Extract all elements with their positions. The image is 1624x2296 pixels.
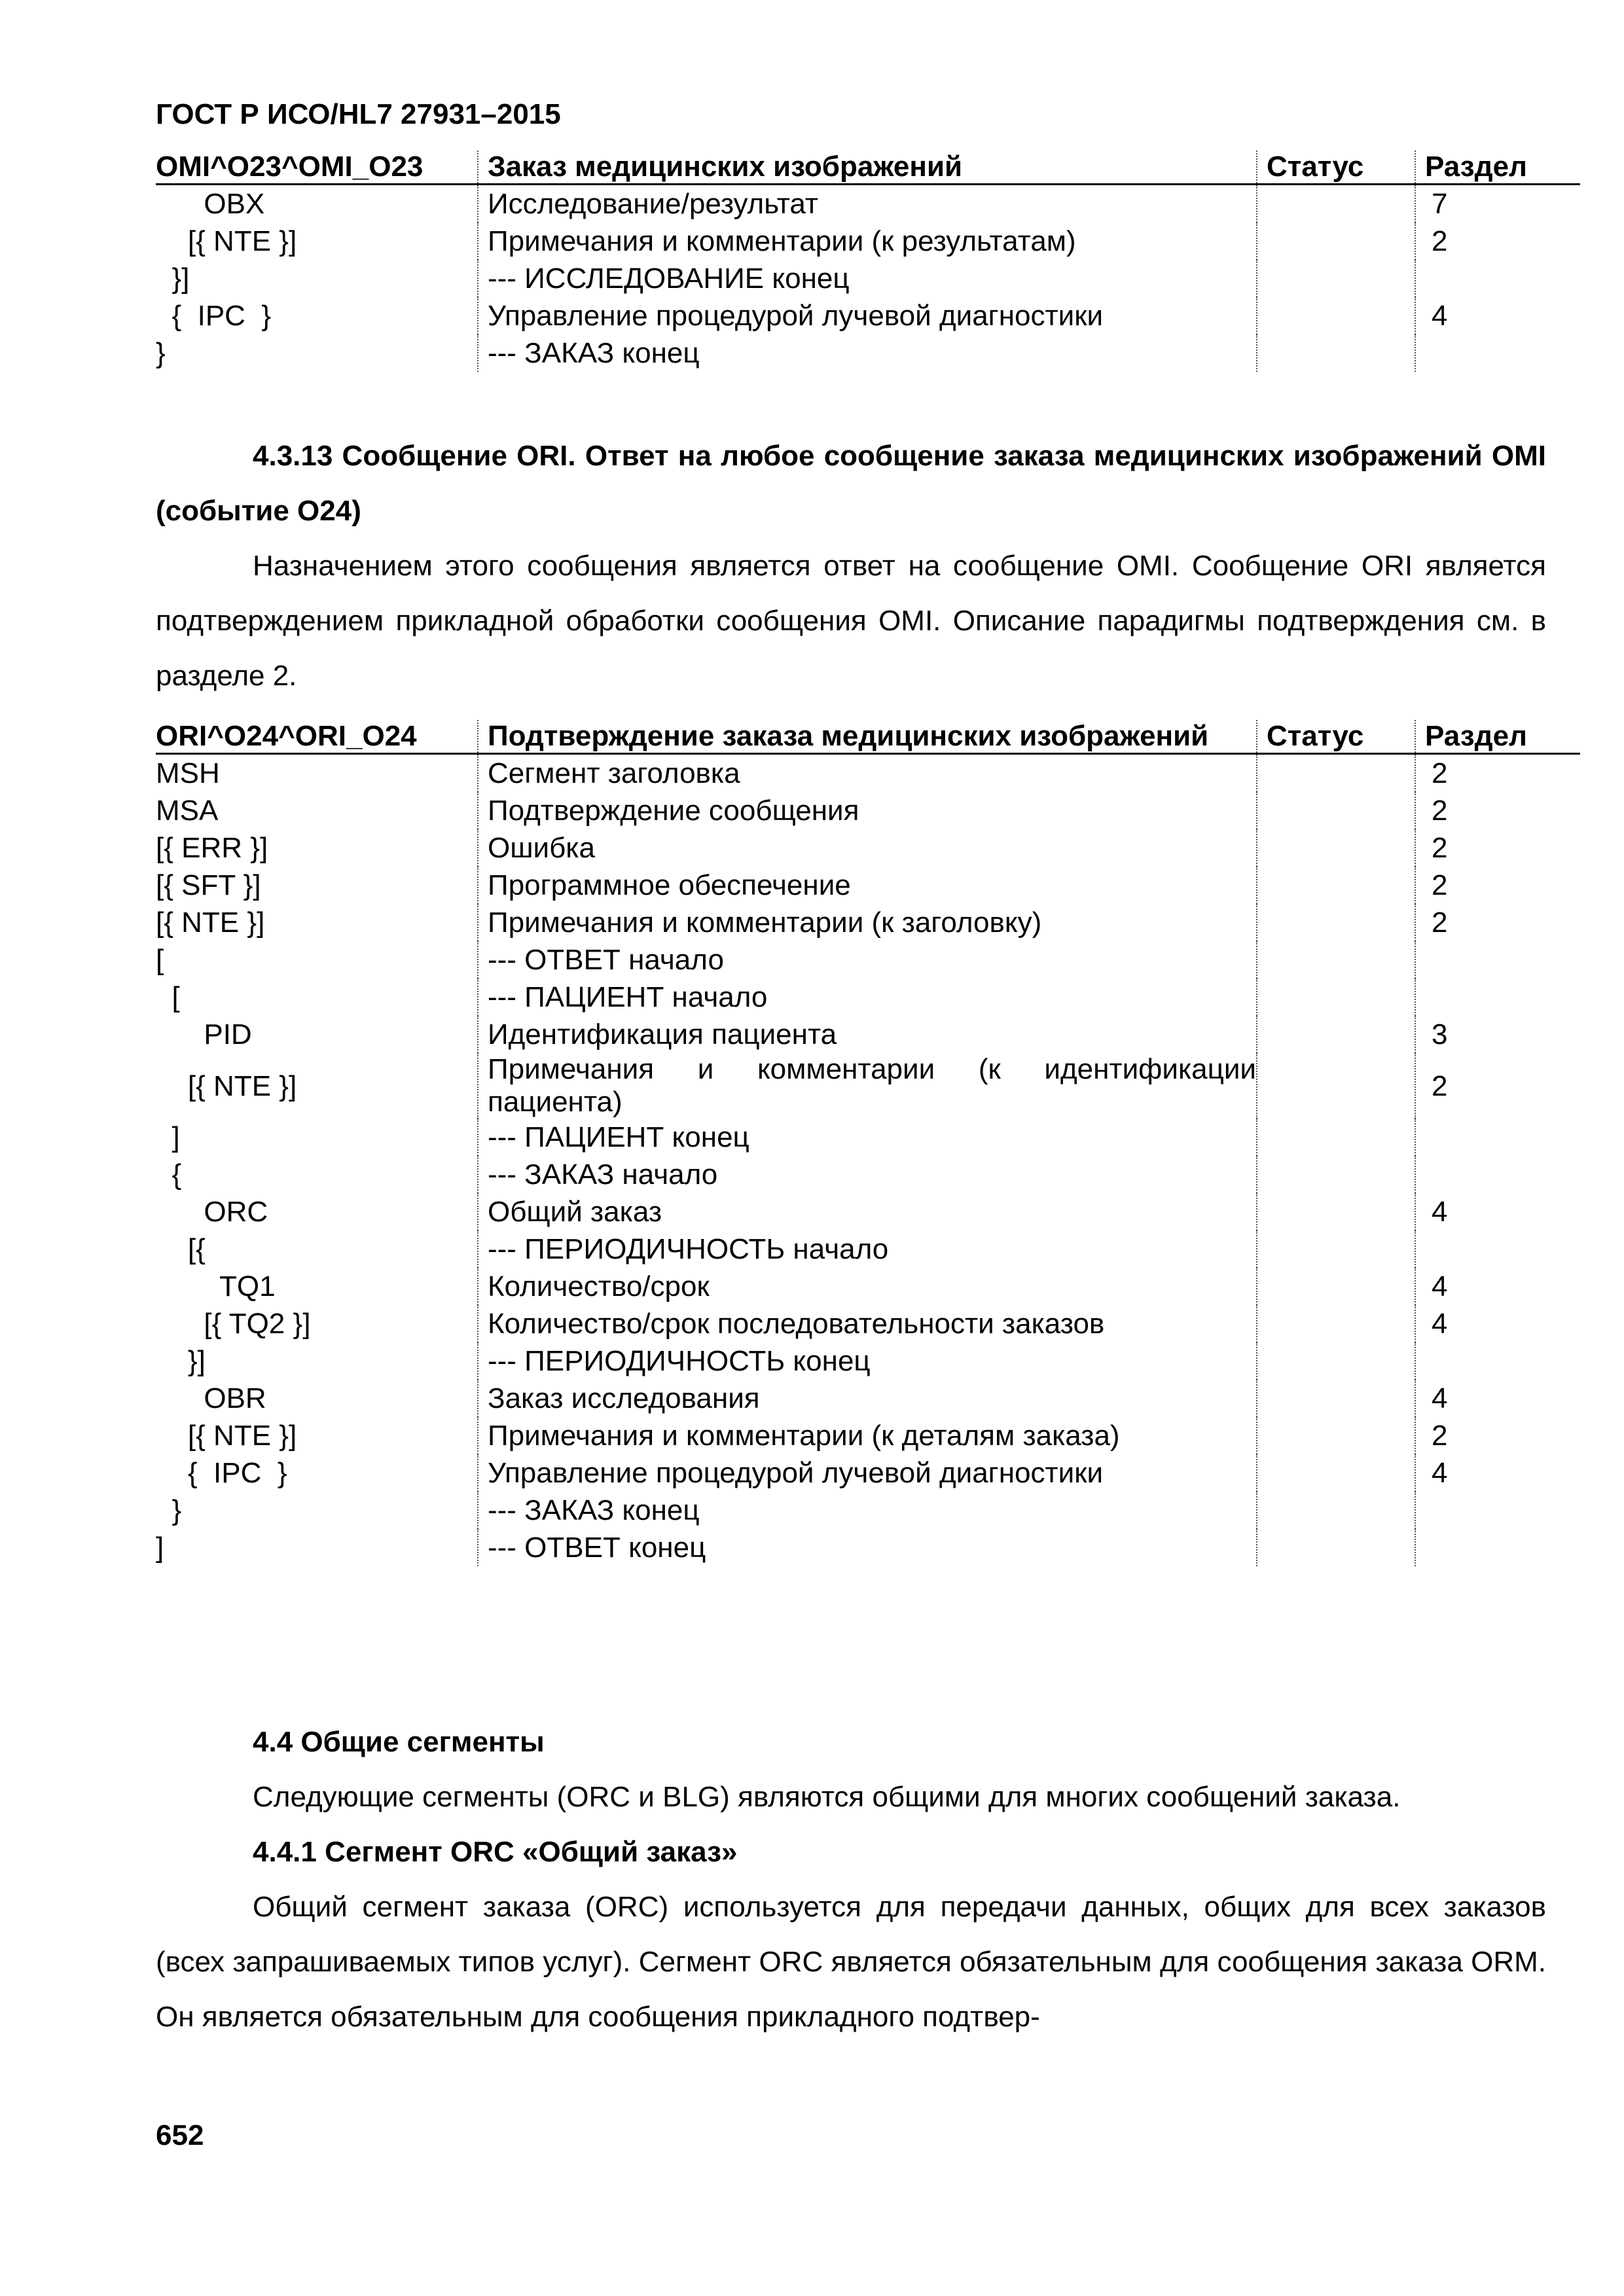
description-cell: Подтверждение сообщения	[478, 792, 1257, 829]
status-cell	[1257, 1454, 1415, 1492]
status-cell	[1257, 829, 1415, 867]
segment-cell: [{	[156, 1233, 206, 1265]
column-header-description: Подтверждение заказа медицинских изображений	[478, 720, 1257, 754]
segment-cell: [{ NTE }]	[156, 1069, 297, 1102]
description-cell: --- ЗАКАЗ конец	[478, 1492, 1257, 1529]
status-cell	[1257, 1492, 1415, 1529]
table-header-row	[156, 720, 1580, 754]
section-4-3-13	[156, 429, 1546, 704]
status-cell	[1257, 1305, 1415, 1342]
status-cell	[1257, 867, 1415, 904]
section-heading: 4.4.1 Сегмент ORC «Общий заказ»	[253, 1836, 738, 1868]
page-number: 652	[156, 2119, 204, 2151]
segment-cell: { IPC }	[156, 1457, 287, 1489]
table-row	[156, 1193, 1580, 1230]
segment-cell: }]	[156, 1345, 206, 1377]
status-cell	[1257, 260, 1415, 297]
segment-cell: [{ NTE }]	[156, 1420, 297, 1452]
segment-cell: [{ ERR }]	[156, 832, 268, 864]
table-row	[156, 1119, 1580, 1156]
section-cell: 2	[1415, 829, 1580, 867]
segment-cell: ]	[156, 1532, 164, 1564]
section-cell	[1415, 1492, 1580, 1529]
table-row	[156, 185, 1580, 223]
status-cell	[1257, 792, 1415, 829]
status-cell	[1257, 1342, 1415, 1380]
section-cell: 4	[1415, 1193, 1580, 1230]
description-cell: --- ЗАКАЗ начало	[478, 1156, 1257, 1193]
section-cell: 2	[1415, 754, 1580, 793]
section-cell: 2	[1415, 1053, 1580, 1119]
section-cell: 2	[1415, 223, 1580, 260]
table-row	[156, 754, 1580, 793]
status-cell	[1257, 1380, 1415, 1417]
table-row	[156, 904, 1580, 941]
table-row	[156, 1454, 1580, 1492]
section-cell: 2	[1415, 792, 1580, 829]
section-cell: 3	[1415, 1016, 1580, 1053]
section-paragraph: Общий сегмент заказа (ORC) используется для передачи данных, общих для всех заказов (всех запрашиваемых типов услуг). Сегмент ORC является обязательным для сообщения заказа ORM. Он является обязательным для сообщения прикладного подтвер-	[156, 1891, 1546, 2033]
section-cell	[1415, 1156, 1580, 1193]
segment-cell: [{ SFT }]	[156, 869, 261, 901]
table-row	[156, 1342, 1580, 1380]
segment-cell: }]	[156, 262, 190, 295]
description-cell: Исследование/результат	[478, 185, 1257, 223]
section-paragraph: Следующие сегменты (ORC и BLG) являются общими для многих сообщений заказа.	[253, 1781, 1401, 1813]
description-cell: Количество/срок последовательности заказов	[478, 1305, 1257, 1342]
table-row	[156, 297, 1580, 334]
table-row	[156, 978, 1580, 1016]
segment-cell: [{ NTE }]	[156, 906, 265, 939]
status-cell	[1257, 1417, 1415, 1454]
section-cell: 7	[1415, 185, 1580, 223]
segment-cell: [{ NTE }]	[156, 225, 297, 257]
table-row	[156, 1492, 1580, 1529]
segment-cell: OBR	[156, 1382, 266, 1414]
segment-cell: }	[156, 1494, 182, 1526]
segment-cell: {	[156, 1158, 182, 1191]
section-cell: 4	[1415, 1268, 1580, 1305]
table-row	[156, 829, 1580, 867]
section-cell: 4	[1415, 1380, 1580, 1417]
table-header-row	[156, 151, 1580, 185]
description-cell: Программное обеспечение	[478, 867, 1257, 904]
description-cell: --- ОТВЕТ конец	[478, 1529, 1257, 1566]
table-row	[156, 1156, 1580, 1193]
section-cell	[1415, 260, 1580, 297]
section-cell: 2	[1415, 867, 1580, 904]
section-paragraph: Назначением этого сообщения является ответ на сообщение OMI. Сообщение ORI является подтверждением прикладной обработки сообщения OMI. Описание парадигмы подтверждения см. в разделе 2.	[156, 550, 1546, 692]
description-cell: --- ЗАКАЗ конец	[478, 334, 1257, 372]
section-cell	[1415, 1529, 1580, 1566]
section-cell: 2	[1415, 1417, 1580, 1454]
section-cell	[1415, 334, 1580, 372]
status-cell	[1257, 1193, 1415, 1230]
table-row	[156, 1529, 1580, 1566]
message-structure-table-ori	[156, 720, 1580, 1566]
status-cell	[1257, 185, 1415, 223]
segment-cell: MSA	[156, 795, 219, 827]
segment-cell: MSH	[156, 757, 220, 789]
column-header-status: Статус	[1257, 720, 1415, 754]
description-cell: Количество/срок	[478, 1268, 1257, 1305]
section-cell: 4	[1415, 297, 1580, 334]
status-cell	[1257, 1016, 1415, 1053]
section-cell	[1415, 1119, 1580, 1156]
table-row	[156, 260, 1580, 297]
segment-cell: [	[156, 944, 164, 976]
table-row	[156, 941, 1580, 978]
section-heading: 4.4 Общие сегменты	[253, 1726, 545, 1758]
table-row	[156, 792, 1580, 829]
table-row	[156, 1380, 1580, 1417]
description-cell: Управление процедурой лучевой диагностики	[478, 297, 1257, 334]
column-header-description: Заказ медицинских изображений	[478, 151, 1257, 185]
table-row	[156, 1230, 1580, 1268]
section-cell	[1415, 1230, 1580, 1268]
status-cell	[1257, 941, 1415, 978]
description-cell: --- ПЕРИОДИЧНОСТЬ начало	[478, 1230, 1257, 1268]
description-cell: Примечания и комментарии (к заголовку)	[478, 904, 1257, 941]
column-header-section: Раздел	[1415, 720, 1580, 754]
table-row	[156, 334, 1580, 372]
document-header: ГОСТ Р ИСО/HL7 27931–2015	[156, 98, 561, 130]
table-row	[156, 867, 1580, 904]
segment-cell: }	[156, 337, 166, 369]
section-cell: 4	[1415, 1305, 1580, 1342]
status-cell	[1257, 1230, 1415, 1268]
section-cell	[1415, 1342, 1580, 1380]
section-cell: 2	[1415, 904, 1580, 941]
segment-cell: { IPC }	[156, 300, 272, 332]
message-structure-table-omi	[156, 151, 1580, 372]
column-header-section: Раздел	[1415, 151, 1580, 185]
status-cell	[1257, 978, 1415, 1016]
table-row	[156, 1305, 1580, 1342]
description-cell: --- ПАЦИЕНТ конец	[478, 1119, 1257, 1156]
status-cell	[1257, 223, 1415, 260]
status-cell	[1257, 1529, 1415, 1566]
description-cell: --- ИССЛЕДОВАНИЕ конец	[478, 260, 1257, 297]
description-cell: Примечания и комментарии (к результатам)	[478, 223, 1257, 260]
description-cell: --- ОТВЕТ начало	[478, 941, 1257, 978]
description-cell: Примечания и комментарии (к идентификации пациента)	[478, 1053, 1257, 1119]
description-cell: Общий заказ	[478, 1193, 1257, 1230]
column-header-segment: OMI^O23^OMI_O23	[156, 151, 478, 185]
description-cell: Идентификация пациента	[478, 1016, 1257, 1053]
segment-cell: ]	[156, 1121, 180, 1153]
column-header-status: Статус	[1257, 151, 1415, 185]
table-row	[156, 1016, 1580, 1053]
description-cell: Примечания и комментарии (к деталям заказа)	[478, 1417, 1257, 1454]
segment-cell: [{ TQ2 }]	[156, 1308, 311, 1340]
segment-cell: OBX	[156, 188, 265, 220]
description-cell: Ошибка	[478, 829, 1257, 867]
segment-cell: PID	[156, 1018, 252, 1050]
column-header-segment: ORI^O24^ORI_O24	[156, 720, 478, 754]
segment-cell: [	[156, 981, 180, 1013]
description-cell: --- ПАЦИЕНТ начало	[478, 978, 1257, 1016]
section-cell: 4	[1415, 1454, 1580, 1492]
table-row	[156, 1268, 1580, 1305]
status-cell	[1257, 754, 1415, 793]
table-row	[156, 1417, 1580, 1454]
description-cell: Заказ исследования	[478, 1380, 1257, 1417]
section-heading: 4.3.13 Сообщение ORI. Ответ на любое сообщение заказа медицинских изображений OMI (событие O24)	[156, 440, 1546, 527]
status-cell	[1257, 1119, 1415, 1156]
status-cell	[1257, 904, 1415, 941]
status-cell	[1257, 297, 1415, 334]
status-cell	[1257, 334, 1415, 372]
table-row	[156, 223, 1580, 260]
segment-cell: TQ1	[156, 1270, 276, 1302]
status-cell	[1257, 1268, 1415, 1305]
section-4-4	[156, 1715, 1546, 2045]
description-cell: Управление процедурой лучевой диагностики	[478, 1454, 1257, 1492]
section-cell	[1415, 941, 1580, 978]
status-cell	[1257, 1053, 1415, 1119]
description-cell: Сегмент заголовка	[478, 754, 1257, 793]
table-row	[156, 1053, 1580, 1119]
section-cell	[1415, 978, 1580, 1016]
segment-cell: ORC	[156, 1196, 268, 1228]
status-cell	[1257, 1156, 1415, 1193]
description-cell: --- ПЕРИОДИЧНОСТЬ конец	[478, 1342, 1257, 1380]
